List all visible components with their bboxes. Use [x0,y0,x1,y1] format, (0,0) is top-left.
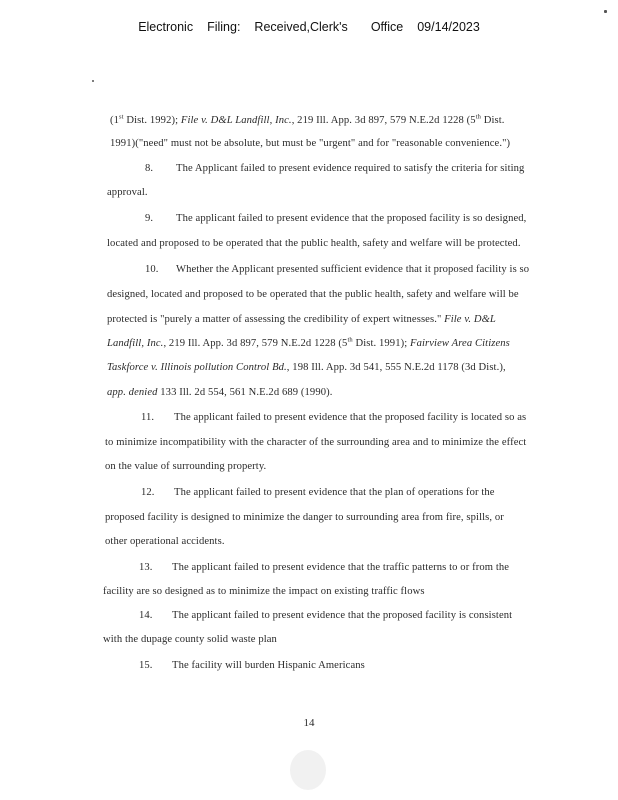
paragraph-12-number: 12. [141,487,155,498]
stamp-word: Office [370,20,404,34]
body-line: protected is "purely a matter of assessing the credibility of expert witnesses." File v. D&L [107,314,496,325]
body-line: on the value of surrounding property. [105,461,267,472]
paragraph-13-text: The applicant failed to present evidence that the traffic patterns to or from the [172,562,510,573]
scan-smudge [290,750,326,790]
scan-speck [604,10,607,13]
body-line: 1991)("need" must not be absolute, but must be "urgent" and for "reasonable convenience.") [110,138,511,149]
body-line: to minimize incompatibility with the character of the surrounding area and to minimize the effect [105,437,527,448]
paragraph-8-text: The Applicant failed to present evidence required to satisfy the criteria for siting [176,163,525,174]
body-line: Landfill, Inc., 219 Ill. App. 3d 897, 579 N.E.2d 1228 (5th Dist. 1991); Fairview Area Citizens [107,336,510,349]
body-line: proposed facility is designed to minimize the danger to surrounding area from fire, spills, or [105,512,504,523]
paragraph-15-text: The facility will burden Hispanic Americans [172,660,365,671]
stamp-word: Electronic [138,20,194,34]
body-line: other operational accidents. [105,536,225,547]
filing-stamp-header [0,20,618,34]
paragraph-15-number: 15. [139,660,153,671]
paragraph-11-number: 11. [141,412,155,423]
scan-speck [92,80,94,82]
body-line: located and proposed to be operated that the public health, safety and welfare will be protected. [107,238,521,249]
paragraph-11-text: The applicant failed to present evidence that the proposed facility is located so as [174,412,527,423]
paragraph-10-text: Whether the Applicant presented sufficient evidence that it proposed facility is so [176,264,530,275]
page-number: 14 [303,717,315,729]
body-line: facility are so designed as to minimize the impact on existing traffic flows [103,586,425,597]
paragraph-14-text: The applicant failed to present evidence that the proposed facility is consistent [172,610,513,621]
stamp-date: 09/14/2023 [417,20,480,34]
stamp-word: Received,Clerk's [254,20,348,34]
paragraph-9-text: The applicant failed to present evidence that the proposed facility is so designed, [176,213,527,224]
paragraph-9-number: 9. [145,213,154,224]
paragraph-12-text: The applicant failed to present evidence that the plan of operations for the [174,487,495,498]
paragraph-10-number: 10. [145,264,159,275]
body-line: Taskforce v. Illinois pollution Control Bd., 198 Ill. App. 3d 541, 555 N.E.2d 1178 (3d Dist.), [107,362,506,373]
body-line: approval. [107,187,148,198]
paragraph-8-number: 8. [145,163,154,174]
stamp-word: Filing: [207,20,241,34]
body-line: app. denied 133 Ill. 2d 554, 561 N.E.2d 689 (1990). [107,387,333,398]
paragraph-14-number: 14. [139,610,153,621]
paragraph-13-number: 13. [139,562,153,573]
body-line: with the dupage county solid waste plan [103,634,277,645]
body-line: designed, located and proposed to be operated that the public health, safety and welfare will be [107,289,519,300]
body-line: (1st Dist. 1992); File v. D&L Landfill, Inc., 219 Ill. App. 3d 897, 579 N.E.2d 1228 (5th Dist. [110,113,505,126]
